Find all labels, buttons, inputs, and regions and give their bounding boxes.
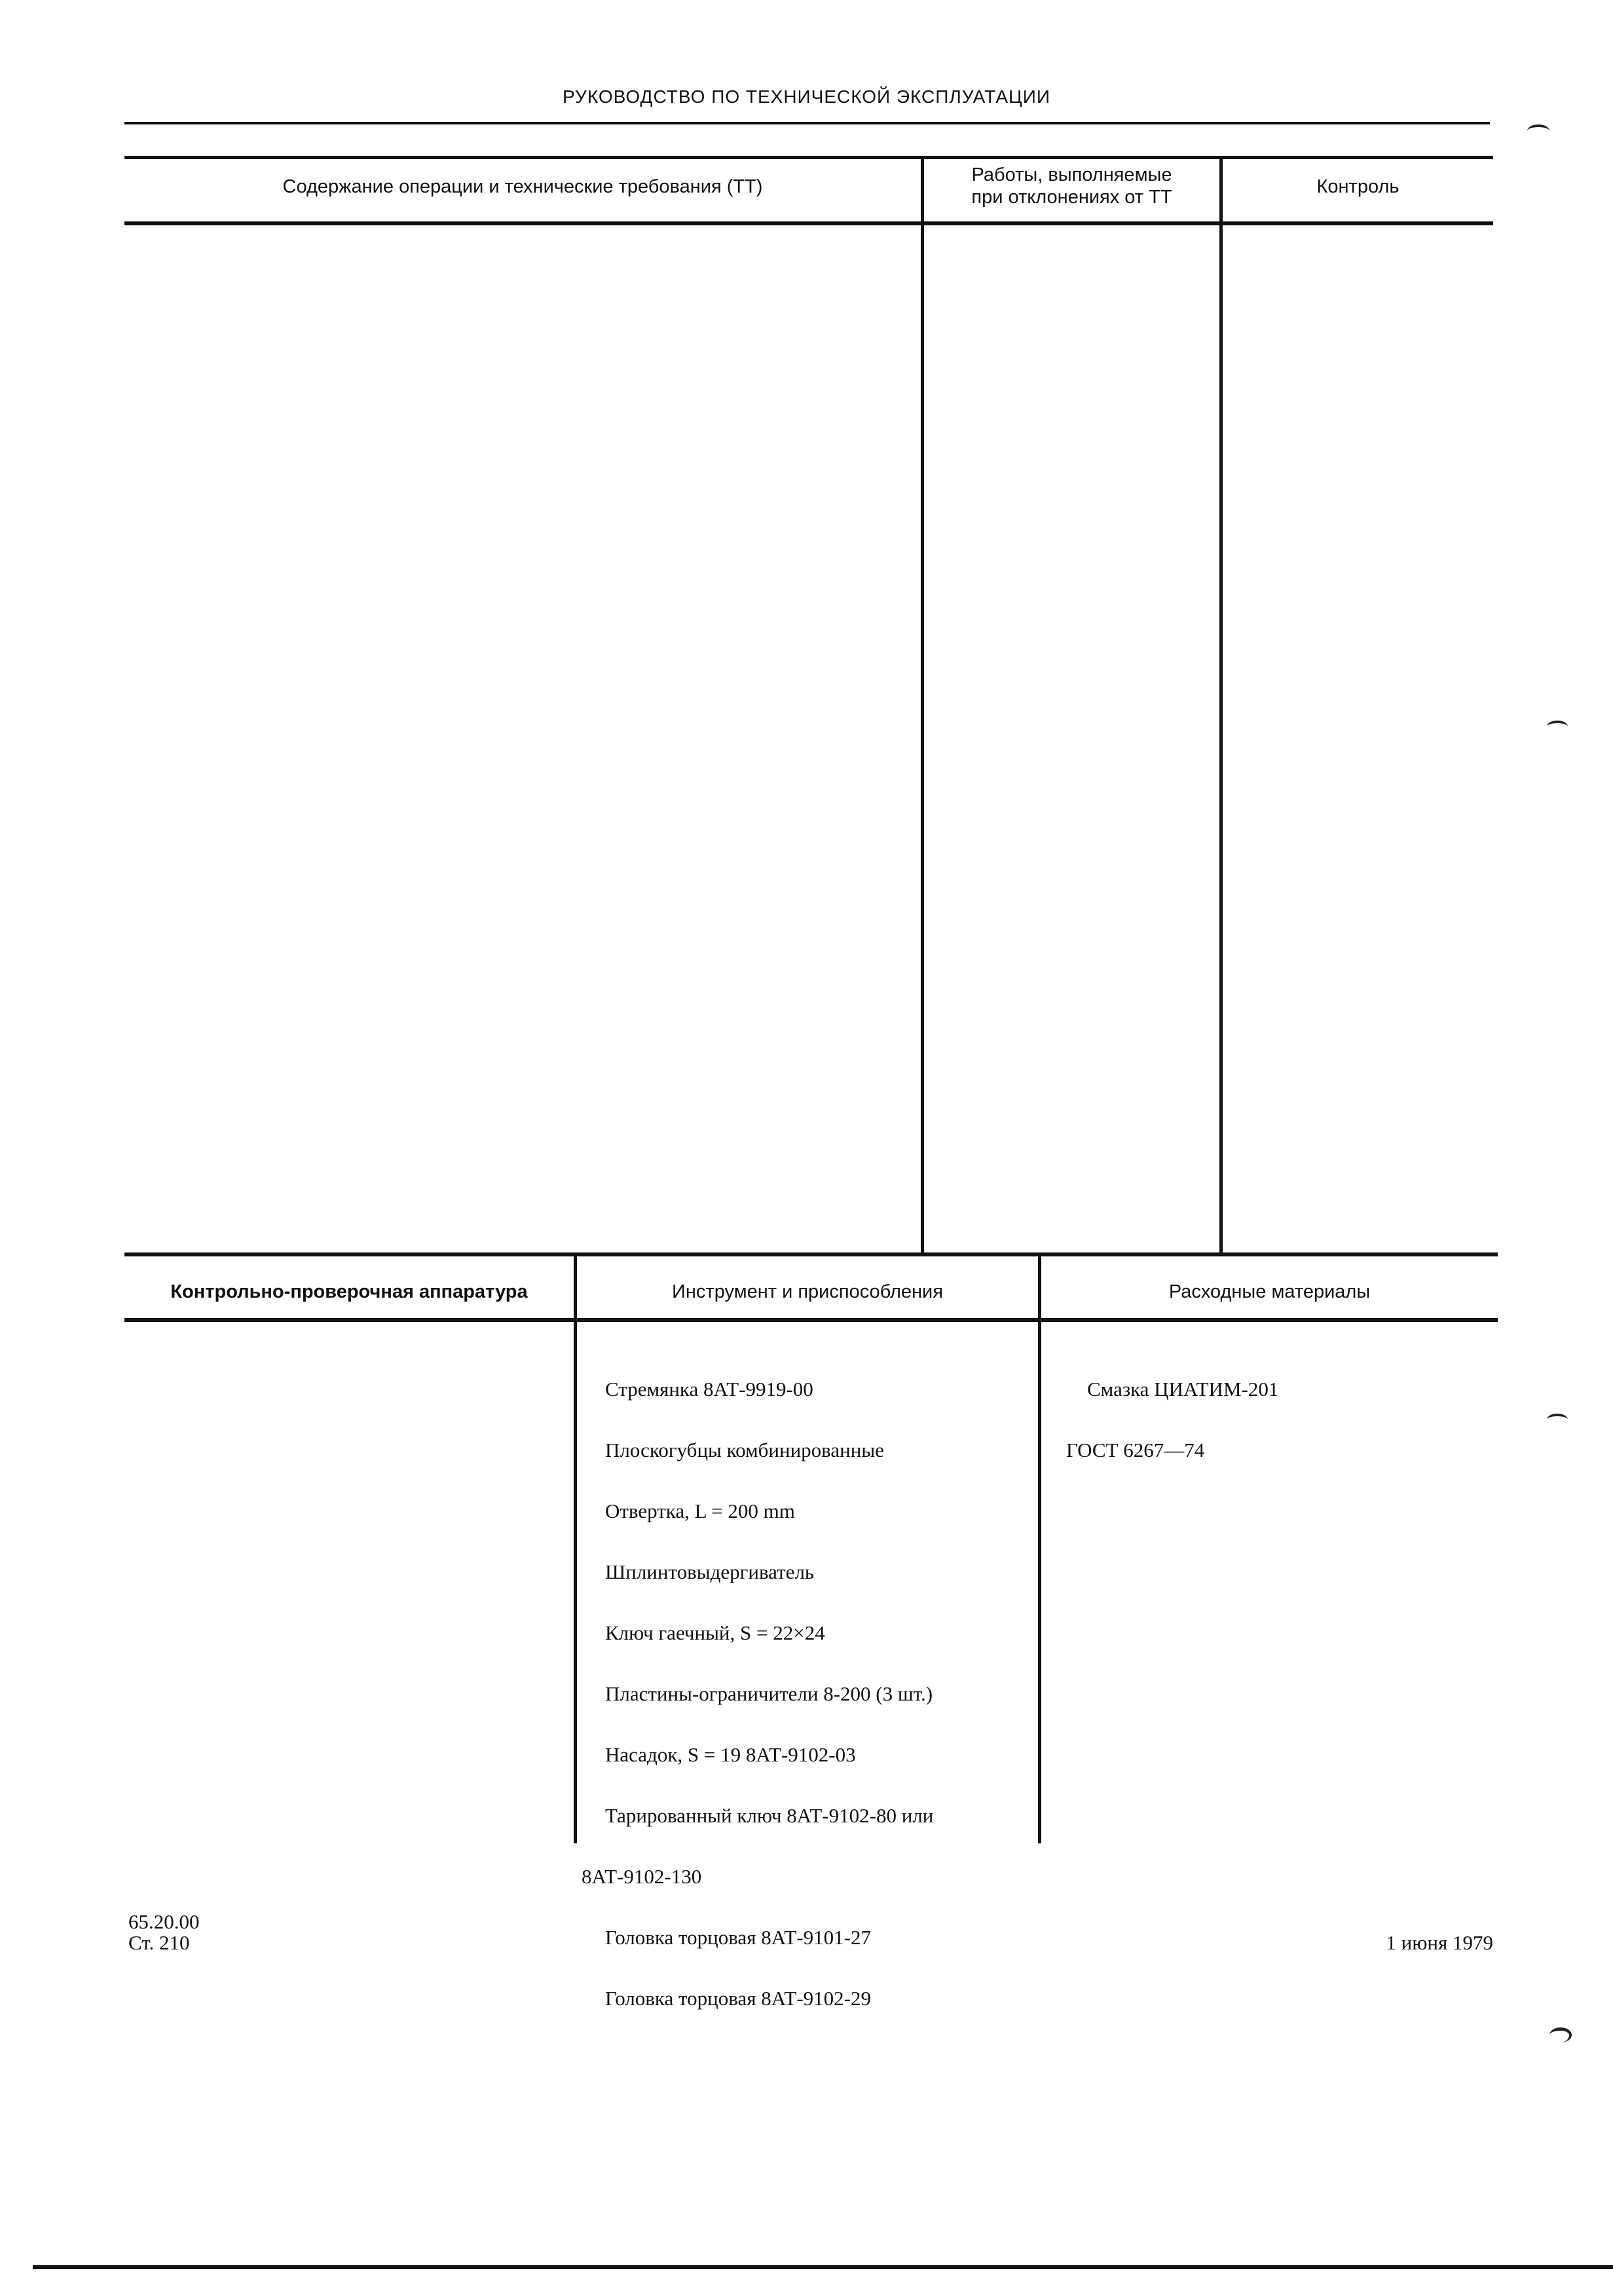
column-header-deviation-line2: при отклонениях от ТТ [971, 187, 1172, 208]
column-header-operation: Содержание операции и технические требования (ТТ) [282, 176, 763, 197]
column-header-materials: Расходные материалы [1168, 1281, 1371, 1302]
column-header-deviation-line1: Работы, выполняемые [971, 164, 1172, 185]
column-header-deviation [924, 164, 1219, 208]
list-item: Отвертка, L = 200 mm [605, 1499, 795, 1522]
list-item: Тарированный ключ 8АТ-9102-80 или [605, 1804, 934, 1827]
footer-left [128, 1911, 200, 1953]
deviation-cell [924, 225, 1219, 1254]
list-item: Стремянка 8АТ-9919-00 [605, 1378, 813, 1401]
list-item: Смазка ЦИАТИМ-201 [1087, 1378, 1279, 1401]
list-item: Насадок, S = 19 8АТ-9102-03 [605, 1743, 856, 1766]
header-rule [124, 122, 1490, 124]
page-number: Ст. 210 [128, 1931, 190, 1954]
materials-list [1066, 1338, 1278, 1501]
list-item: Головка торцовая 8АТ-9102-29 [605, 1987, 871, 2010]
apparatus-cell [124, 1322, 574, 1839]
list-item: ГОСТ 6267—74 [1066, 1439, 1205, 1461]
column-divider [574, 1254, 577, 1843]
control-cell [1223, 225, 1493, 1254]
footer-date: 1 июня 1979 [1386, 1931, 1493, 1954]
list-item: Плоскогубцы комбинированные [605, 1439, 884, 1461]
column-divider [1038, 1254, 1041, 1843]
bottom-edge-rule [33, 2265, 1613, 2269]
tools-list [582, 1338, 933, 2049]
operation-cell [124, 225, 921, 1254]
binder-hole-mark [1547, 721, 1568, 732]
list-item: 8АТ-9102-130 [582, 1865, 702, 1888]
list-item: Головка торцовая 8АТ-9101-27 [605, 1926, 871, 1949]
list-item: Ключ гаечный, S = 22×24 [605, 1621, 825, 1644]
column-header-tools: Инструмент и приспособления [672, 1281, 943, 1302]
binder-hole-mark [1549, 2027, 1572, 2042]
list-item: Шплинтовыдергиватель [605, 1560, 815, 1583]
table-top-rule [124, 156, 1493, 159]
column-header-apparatus: Контрольно-проверочная аппаратура [170, 1281, 528, 1302]
binder-hole-mark [1547, 1414, 1568, 1425]
column-header-control: Контроль [1316, 176, 1400, 197]
equipment-top-rule [124, 1252, 1498, 1256]
binder-hole-mark [1527, 124, 1549, 138]
document-code: 65.20.00 [128, 1910, 200, 1933]
list-item: Пластины-ограничители 8-200 (3 шт.) [605, 1682, 933, 1705]
document-title: РУКОВОДСТВО ПО ТЕХНИЧЕСКОЙ ЭКСПЛУАТАЦИИ [563, 86, 1050, 107]
